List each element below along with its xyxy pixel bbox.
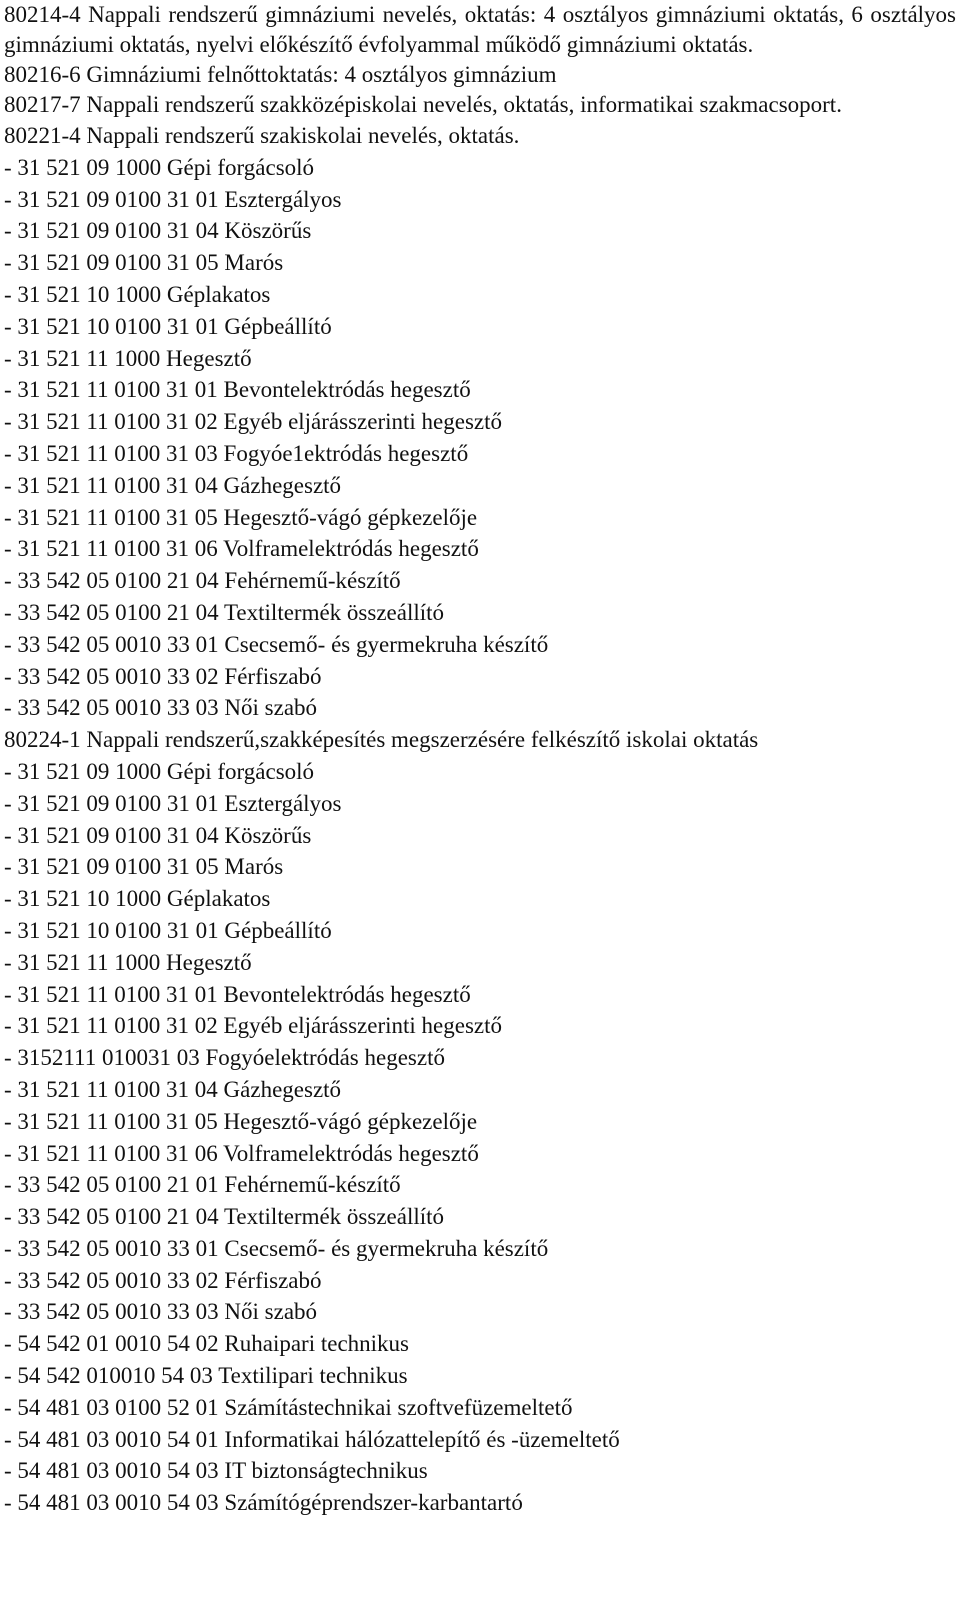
list-item: - 31 521 11 0100 31 03 Fogyóe1ektródás hegesztő <box>4 440 469 466</box>
list-item: - 31 521 11 0100 31 02 Egyéb eljárásszerinti hegesztő <box>4 409 502 435</box>
section-title-szakiskola: 80221-4 Nappali rendszerű szakiskolai nevelés, oktatás. <box>4 123 520 148</box>
list-item: - 31 521 09 0100 31 04 Köszörűs <box>4 822 312 848</box>
paragraph-felnottoktatas: 80216-6 Gimnáziumi felnőttoktatás: 4 osztályos gimnázium <box>4 62 557 87</box>
list-item: - 33 542 05 0100 21 01 Fehérnemű-készítő <box>4 1172 401 1198</box>
list-item: - 3152111 010031 03 Fogyóelektródás hegesztő <box>4 1045 445 1071</box>
list-item: - 31 521 11 0100 31 05 Hegesztő-vágó gépkezelője <box>4 504 478 530</box>
list-item: - 33 542 05 0100 21 04 Fehérnemű-készítő <box>4 568 401 594</box>
list-item: - 33 542 05 0010 33 03 Női szabó <box>4 1299 318 1325</box>
list-item: - 31 521 10 1000 Géplakatos <box>4 886 271 912</box>
list-item: - 31 521 11 0100 31 04 Gázhegesztő <box>4 1076 342 1102</box>
list-item: - 31 521 09 0100 31 05 Marós <box>4 250 284 276</box>
list-item: - 31 521 11 0100 31 01 Bevontelektródás hegesztő <box>4 377 471 403</box>
list-item: - 33 542 05 0010 33 01 Csecsemő- és gyermekruha készítő <box>4 631 549 657</box>
list-item: - 31 521 09 0100 31 01 Esztergályos <box>4 790 342 816</box>
list-item: - 31 521 10 0100 31 01 Gépbeállító <box>4 313 332 339</box>
list-item: - 31 521 10 0100 31 01 Gépbeállító <box>4 917 332 943</box>
list-item: - 33 542 05 0010 33 02 Férfiszabó <box>4 1267 322 1293</box>
paragraph-szakkozepiskola: 80217-7 Nappali rendszerű szakközépiskolai nevelés, oktatás, informatikai szakmacsoport. <box>4 92 842 117</box>
list-item: - 31 521 09 1000 Gépi forgácsoló <box>4 758 315 784</box>
list-szakkepesites <box>0 756 960 1519</box>
list-item: - 31 521 11 0100 31 02 Egyéb eljárásszerinti hegesztő <box>4 1013 502 1039</box>
list-item: - 33 542 05 0010 33 02 Férfiszabó <box>4 663 322 689</box>
list-szakiskola <box>0 152 960 724</box>
list-item: - 33 542 05 0010 33 03 Női szabó <box>4 695 318 721</box>
list-item: - 54 542 01 0010 54 02 Ruhaipari technikus <box>4 1331 410 1357</box>
list-item: - 31 521 11 0100 31 06 Volframelektródás hegesztő <box>4 1140 479 1166</box>
list-item: - 54 481 03 0010 54 03 Számítógéprendszer-karbantartó <box>4 1490 523 1516</box>
list-item: - 54 481 03 0010 54 03 IT biztonságtechnikus <box>4 1458 428 1484</box>
list-item: - 33 542 05 0010 33 01 Csecsemő- és gyermekruha készítő <box>4 1235 549 1261</box>
paragraph-gimnazium: 80214-4 Nappali rendszerű gimnáziumi nevelés, oktatás: 4 osztályos gimnáziumi oktatás, 6 osztályos gimnáziumi oktatás, nyelvi előkészítő évfolyammal működő gimnáziumi oktatás. <box>4 2 956 57</box>
list-item: - 54 542 010010 54 03 Textilipari technikus <box>4 1363 408 1389</box>
list-item: - 31 521 11 1000 Hegesztő <box>4 345 252 371</box>
list-item: - 31 521 09 1000 Gépi forgácsoló <box>4 154 315 180</box>
list-item: - 54 481 03 0100 52 01 Számítástechnikai szoftvefüzemeltető <box>4 1394 573 1420</box>
list-item: - 33 542 05 0100 21 04 Textiltermék összeállító <box>4 599 445 625</box>
list-item: - 31 521 11 1000 Hegesztő <box>4 949 252 975</box>
list-item: - 33 542 05 0100 21 04 Textiltermék összeállító <box>4 1204 445 1230</box>
list-item: - 31 521 11 0100 31 01 Bevontelektródás hegesztő <box>4 981 471 1007</box>
list-item: - 31 521 09 0100 31 05 Marós <box>4 854 284 880</box>
list-item: - 31 521 10 1000 Géplakatos <box>4 281 271 307</box>
list-item: - 31 521 11 0100 31 04 Gázhegesztő <box>4 472 342 498</box>
list-item: - 31 521 09 0100 31 01 Esztergályos <box>4 186 342 212</box>
section-title-szakkepesites: 80224-1 Nappali rendszerű,szakképesítés megszerzésére felkészítő iskolai oktatás <box>4 727 759 753</box>
list-item: - 31 521 11 0100 31 06 Volframelektródás hegesztő <box>4 536 479 562</box>
list-item: - 54 481 03 0010 54 01 Informatikai hálózattelepítő és -üzemeltető <box>4 1426 620 1452</box>
list-item: - 31 521 09 0100 31 04 Köszörűs <box>4 218 312 244</box>
list-item: - 31 521 11 0100 31 05 Hegesztő-vágó gépkezelője <box>4 1108 478 1134</box>
